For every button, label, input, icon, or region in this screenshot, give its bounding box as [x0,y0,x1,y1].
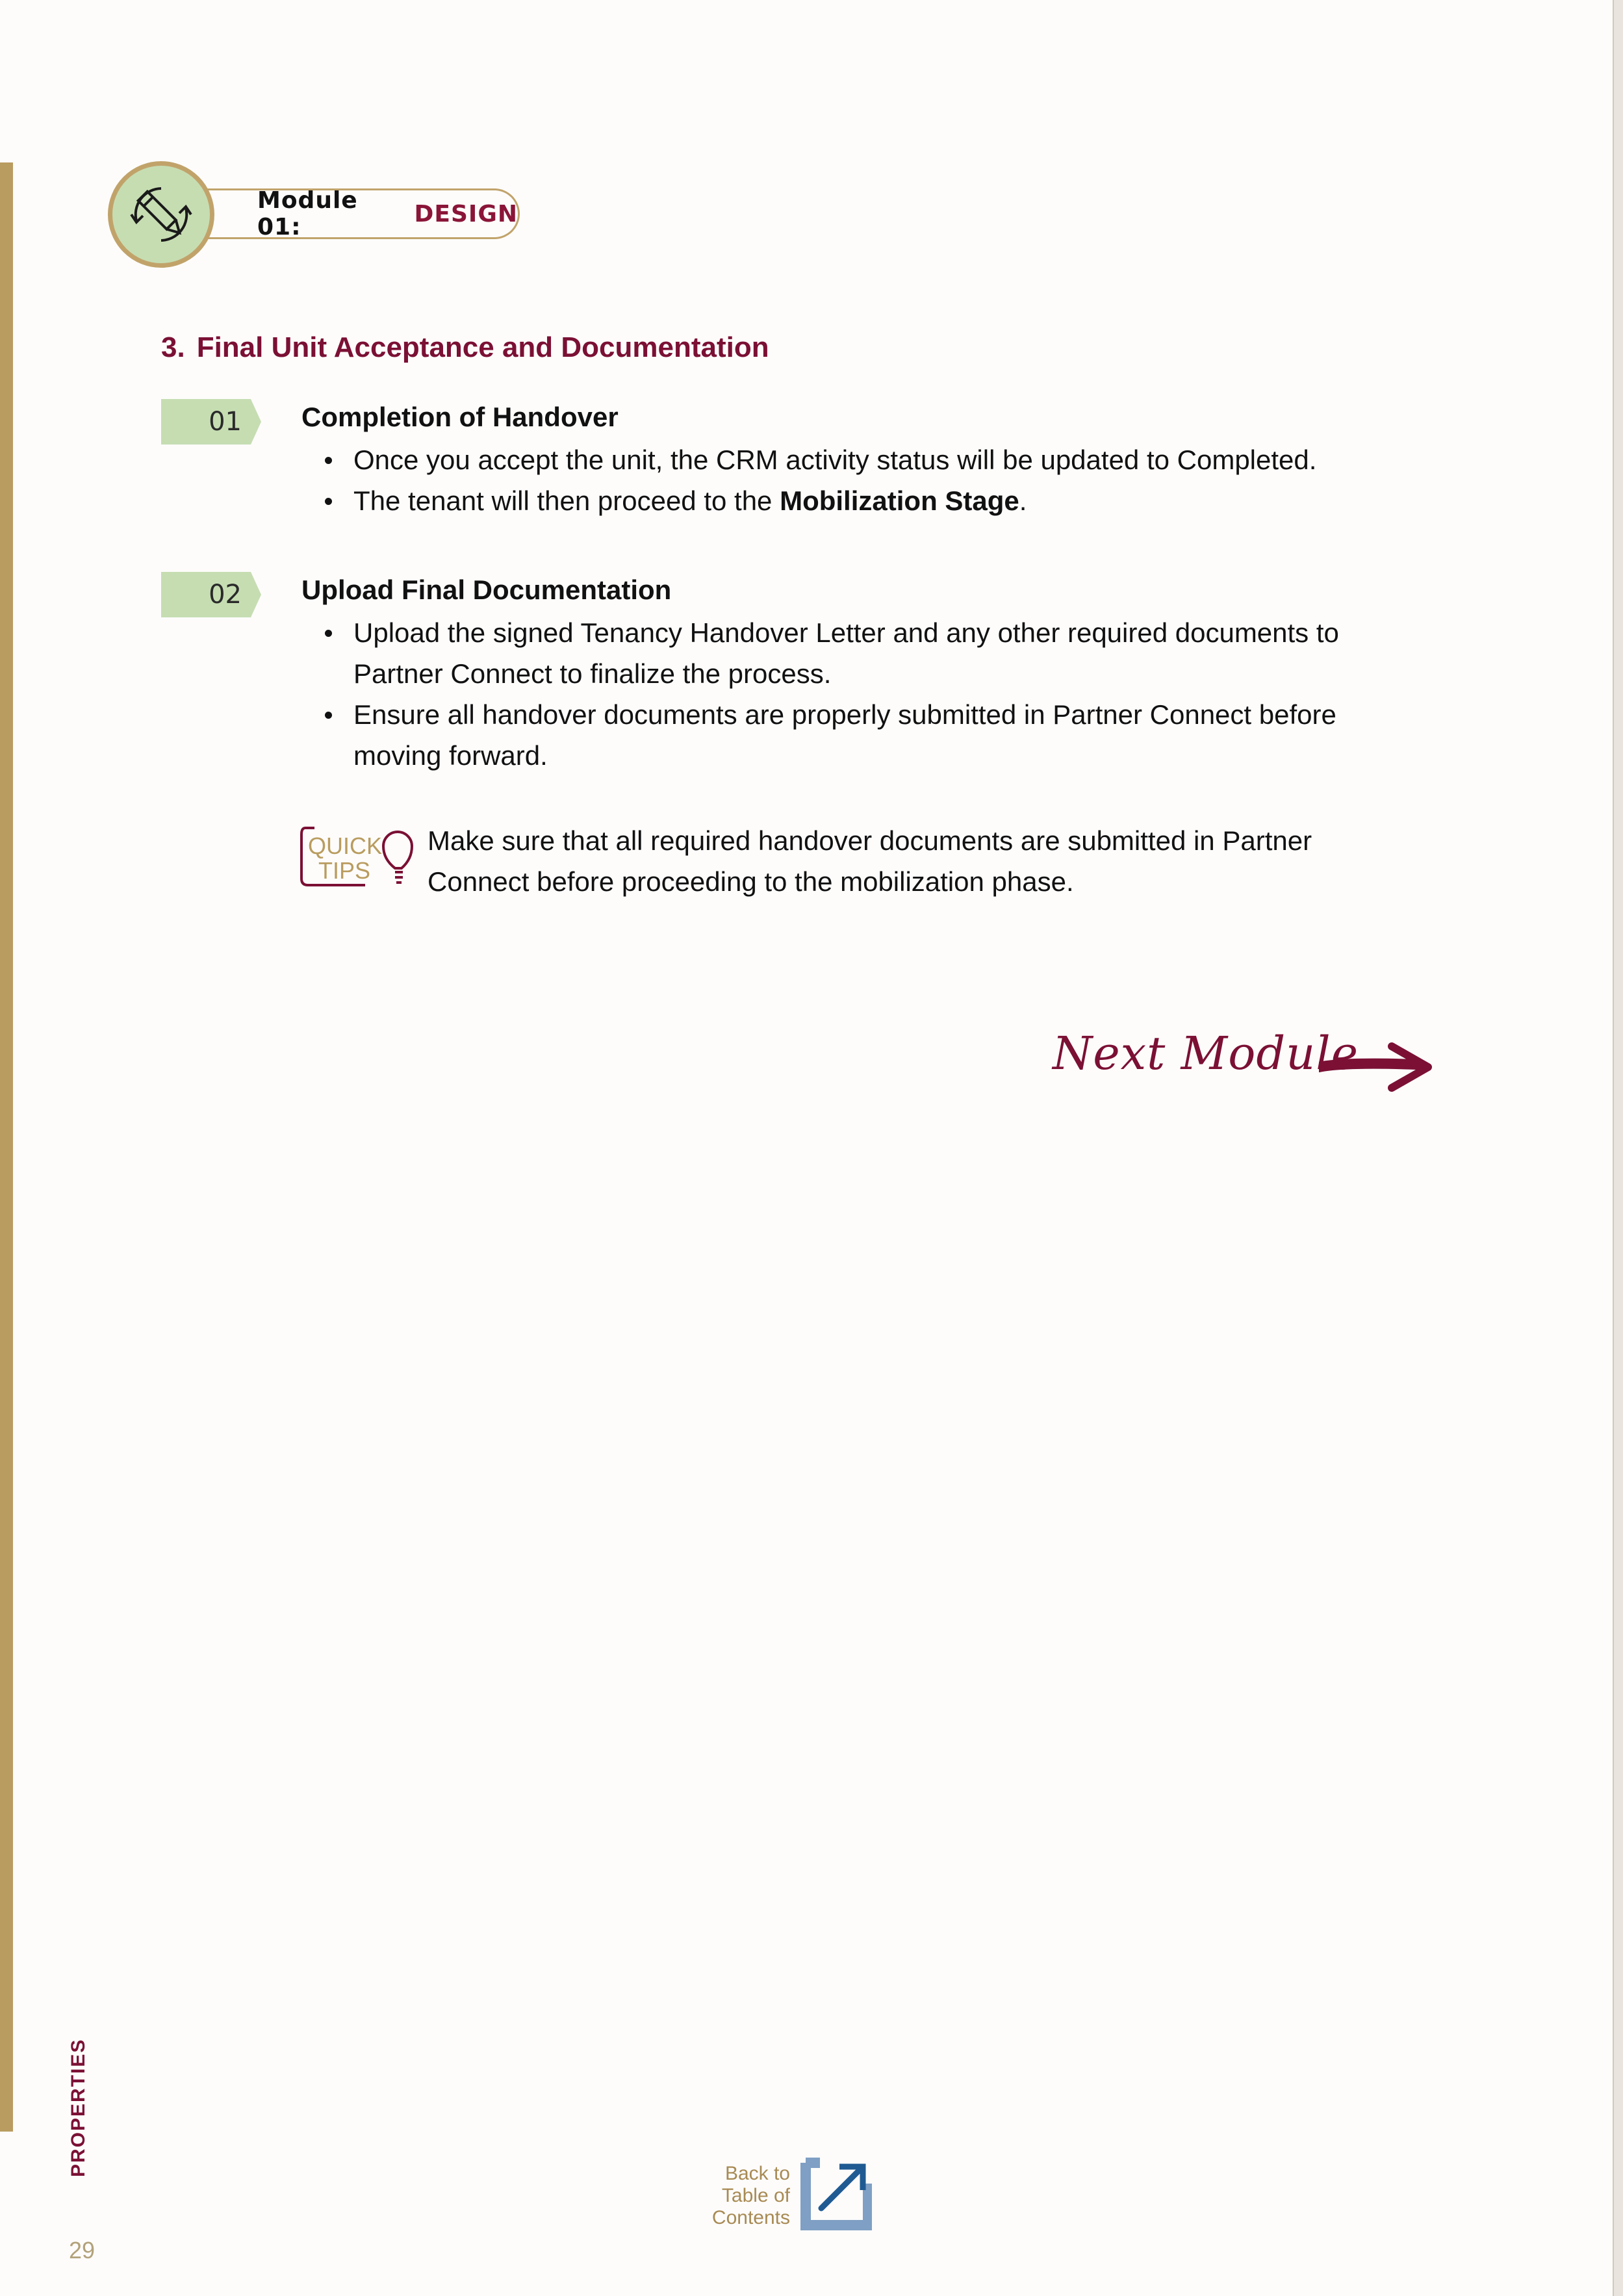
module-name: DESIGN [414,200,518,227]
arrow-right-icon [1319,1042,1436,1092]
svg-text:TIPS: TIPS [318,857,371,884]
list-item: Ensure all handover documents are properly submitted in Partner Connect before moving forward. [301,694,1393,776]
back-to-toc-link[interactable] [702,2158,884,2236]
step-badge-01 [161,399,261,445]
step-number: 01 [209,407,242,437]
external-link-icon [800,2158,872,2230]
left-gold-bar [0,162,13,2132]
page-right-edge [1613,0,1623,2296]
step-title-completion: Completion of Handover [301,402,619,432]
pencil-cycle-icon [108,161,214,268]
page-number: 29 [69,2237,96,2264]
quick-tips-text: Make sure that all required handover documents are submitted in Partner Connect before proceeding to the mobilization phase. [428,825,1312,897]
brand-vertical-text: PROPERTIES [68,2038,89,2177]
step-badge-02 [161,572,261,617]
section-number: 3. [161,331,185,363]
back-to-toc-label: Back to Table of Contents [711,2163,790,2228]
list-item: The tenant will then proceed to the Mobilization Stage. [301,480,1393,521]
list-item: Upload the signed Tenancy Handover Letter and any other required documents to Partner Connect to finalize the process. [301,612,1393,694]
quick-tips-lightbulb-icon [300,824,416,889]
step-title-upload: Upload Final Documentation [301,574,672,605]
step-02-bullets [301,612,1393,776]
module-prefix: Module 01: [257,187,358,240]
section-title [161,331,769,364]
step-01-bullets [301,439,1393,521]
step-number: 02 [209,580,242,610]
next-module-label: Next Module [1053,1027,1359,1080]
svg-text:QUICK: QUICK [308,832,383,859]
section-title-text: Final Unit Acceptance and Documentation [196,331,769,363]
list-item: Once you accept the unit, the CRM activity status will be updated to Completed. [301,439,1393,480]
next-module-link[interactable] [1046,1027,1436,1105]
mobilization-stage-term: Mobilization Stage [780,485,1019,516]
module-header [195,188,520,239]
